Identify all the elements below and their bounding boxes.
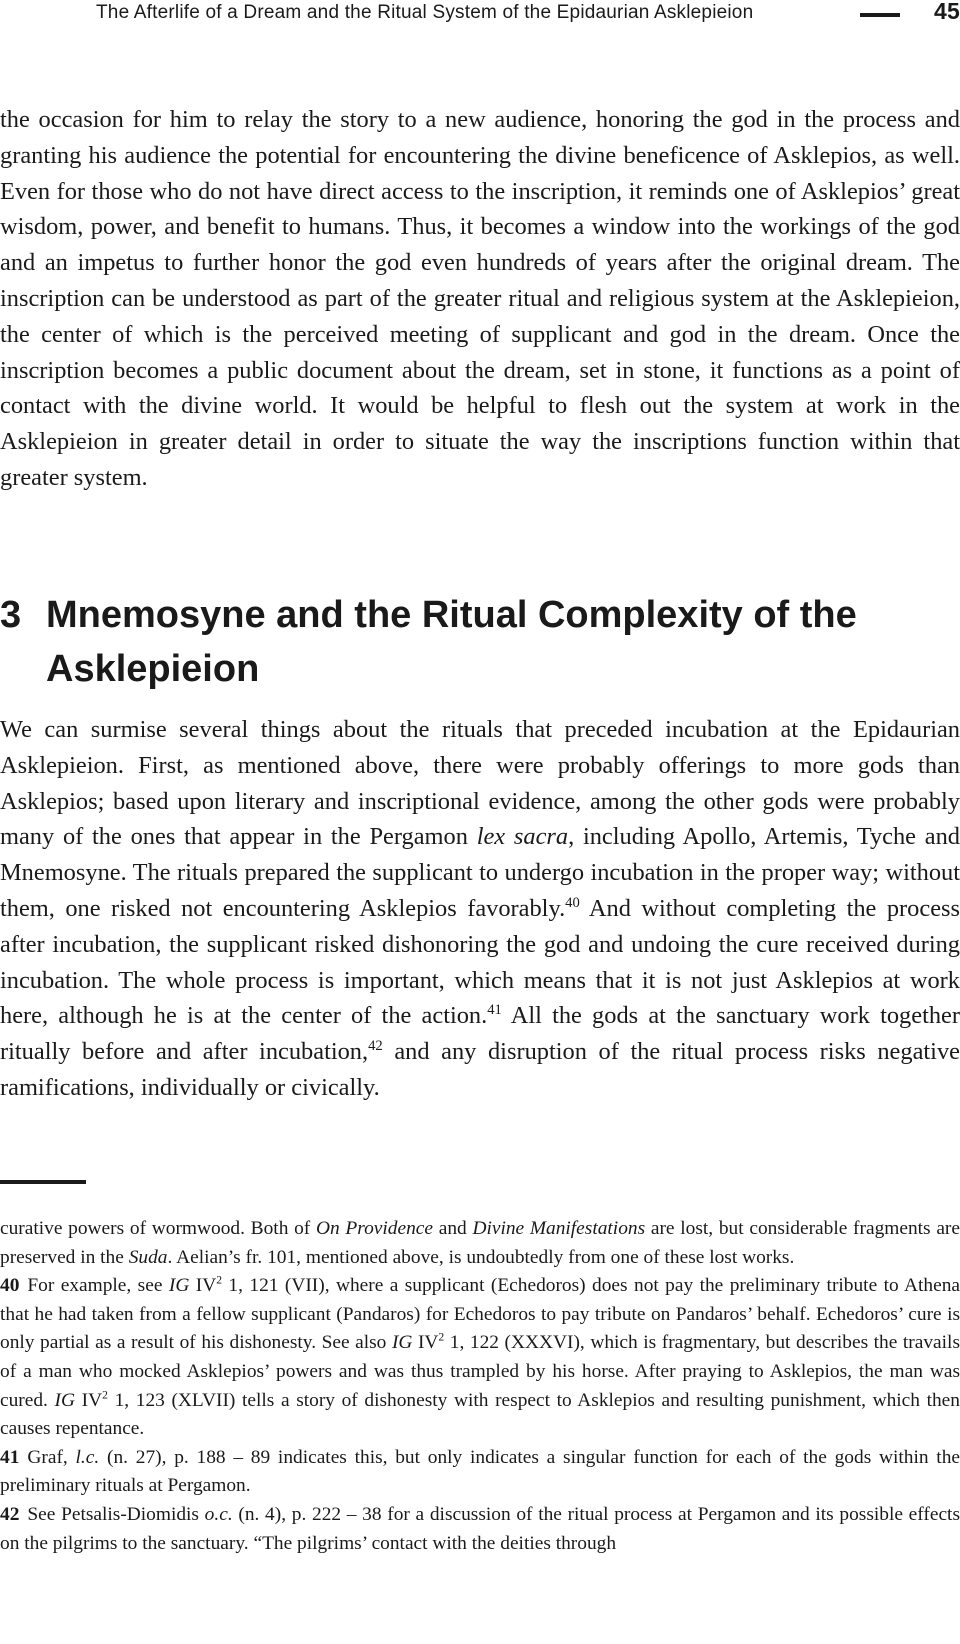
italic-abbrev: IG [168, 1275, 190, 1297]
italic-term: lex sacra [476, 823, 569, 851]
text-segment: . Aelian’s fr. 101, mentioned above, is undoubtedly from one of these lost works. [167, 1246, 795, 1268]
footnote-ref-40[interactable]: 40 [565, 894, 580, 911]
header-rule [860, 13, 900, 17]
running-header [96, 0, 960, 28]
text-segment: IV [75, 1389, 103, 1411]
text-segment: For example, see [27, 1275, 169, 1297]
superscript: 2 [102, 1388, 108, 1402]
footnote-number: 41 [0, 1446, 20, 1468]
superscript: 2 [438, 1330, 445, 1344]
italic-title: Suda [128, 1246, 168, 1268]
text-segment: 1, 121 (VII), where a supplicant (Echedoros) does not pay the preliminary tribute to Athena that he had taken from a fellow supplicant (Pandaros) for Echedoros to pay tribute on Pandaros’ behalf. Echedoros’ cure is only partial as a result of his dishonesty. See also [0, 1275, 960, 1354]
text-segment: IV [412, 1332, 439, 1354]
text-segment: Graf, [27, 1446, 76, 1468]
footnote-rule [0, 1180, 86, 1184]
italic-abbrev: IG [54, 1389, 76, 1411]
text-segment: 1, 122 (XXXVI), which is fragmentary, but describes the travails of a man who mocked Asklepios’ powers and was thus trampled by his horse. After praying to Asklepios, the man was cured. [0, 1332, 960, 1411]
text-segment: , including Apollo, Artemis, Tyche and Mnemosyne. The rituals prepared the supplicant to undergo incubation in the proper way; without them, one risked not encountering Asklepios favorably. [0, 823, 960, 922]
footnote-number: 40 [0, 1275, 20, 1297]
footnote-ref-41[interactable]: 41 [487, 1002, 502, 1019]
text-segment: And without completing the process after incubation, the supplicant risked dishonoring the god and undoing the cure received during incubation. The whole process is important, which means that it is not just Asklepios at work here, although he is at the center of the action. [0, 894, 960, 1030]
italic-title: Divine Manifestations [472, 1218, 646, 1239]
superscript: 2 [216, 1273, 223, 1287]
text-segment: (n. 27), p. 188 – 89 indicates this, but only indicates a singular function for each of the gods within the preliminary rituals at Pergamon. [0, 1446, 960, 1497]
text-segment: curative powers of wormwood. Both of [0, 1218, 316, 1239]
section-paragraph [0, 712, 960, 1106]
text-segment: We can surmise several things about the rituals that preceded incubation at the Epidaurian Asklepieion. First, as mentioned above, there were probably offerings to more gods than Asklepios; based upon literary and inscriptional evidence, among the other gods were probably many of the ones that appear in the Pergamon [0, 716, 960, 851]
footnote-41 [0, 1444, 960, 1501]
text-segment: (n. 4), p. 222 – 38 for a discussion of the ritual process at Pergamon and its possible effects on the pilgrims to the sanctuary. “The pilgrims’ contact with the deities through [0, 1503, 960, 1554]
footnote-42 [0, 1501, 960, 1558]
footnote-ref-42[interactable]: 42 [368, 1038, 383, 1055]
footnotes [0, 1215, 960, 1558]
text-segment: and any disruption of the ritual process risks negative ramifications, individually or civically. [0, 1038, 960, 1101]
running-title: The Afterlife of a Dream and the Ritual System of the Epidaurian Asklepieion [96, 2, 754, 23]
footnote-40 [0, 1272, 960, 1444]
italic-abbrev: IG [391, 1332, 413, 1354]
footnote-number: 42 [0, 1503, 20, 1525]
italic-abbrev: o.c. [204, 1503, 233, 1525]
text-segment: and [433, 1218, 473, 1239]
intro-paragraph: the occasion for him to relay the story to a new audience, honoring the god in the process and granting his audience the potential for encountering the divine beneficence of Asklepios, as well. Even for those who do not have direct access to the inscription, it reminds one of Asklepios’ great wisdom, power, and benefit to humans. Thus, it becomes a window into the workings of the god and an impetus to further honor the god even hundreds of years after the original dream. The inscription can be understood as part of the greater ritual and religious system at the Asklepieion, the center of which is the perceived meeting of supplicant and god in the dream. Once the inscription becomes a public document about the dream, set in stone, it functions as a point of contact with the divine world. It would be helpful to flesh out the system at work in the Asklepieion in greater detail in order to situate the way the inscriptions function within that greater system. [0, 106, 960, 491]
text-segment: 1, 123 (XLVII) tells a story of dishonesty with respect to Asklepios and resulting punishment, which then causes repentance. [0, 1389, 960, 1440]
section-number: 3 [0, 594, 22, 636]
section-title: Mnemosyne and the Ritual Complexity of the Asklepieion [46, 594, 857, 690]
text-segment: All the gods at the sanctuary work together ritually before and after incubation, [0, 1002, 960, 1066]
page-number: 45 [934, 0, 960, 24]
text-segment: See Petsalis-Diomidis [27, 1503, 205, 1525]
text-segment: are lost, but considerable fragments are preserved in the [0, 1218, 960, 1268]
italic-abbrev: l.c. [75, 1446, 100, 1468]
footnote-continued [0, 1215, 960, 1272]
italic-title: On Providence [316, 1218, 433, 1239]
text-segment: IV [189, 1275, 217, 1297]
